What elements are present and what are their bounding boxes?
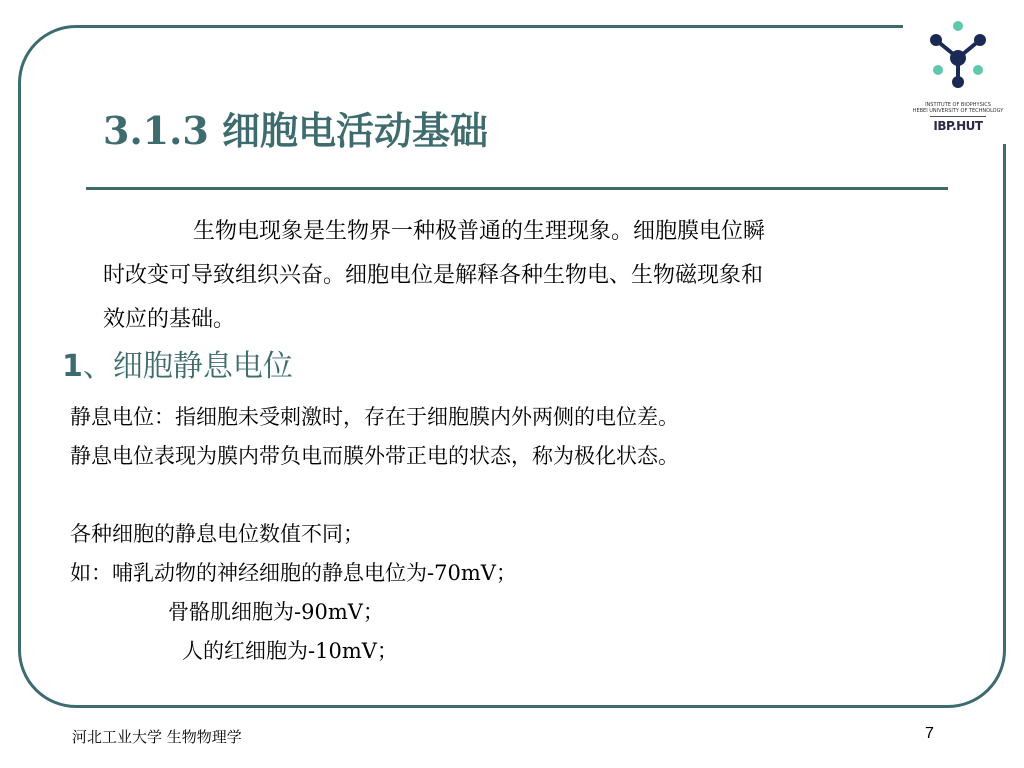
- intro-line: 效应的基础。: [103, 307, 236, 332]
- node: [974, 34, 986, 46]
- section-number: 1: [62, 349, 83, 384]
- molecule-icon: [908, 18, 1008, 102]
- logo-university-text: HEBEI UNIVERSITY OF TECHNOLOGY: [912, 108, 1004, 114]
- logo-brand: IBP.HUT: [933, 119, 983, 133]
- intro-line: 时改变可导致组织兴奋。细胞电位是解释各种生物电、生物磁现象和: [103, 263, 764, 288]
- intro-paragraph: [103, 210, 963, 342]
- accent-node: [953, 21, 963, 31]
- intro-line: 生物电现象是生物界一种极普通的生理现象。细胞膜电位瞬: [193, 219, 766, 244]
- body-text: [70, 398, 970, 671]
- node: [952, 76, 964, 88]
- section-label: 、细胞静息电位: [82, 349, 293, 384]
- body-line: 各种细胞的静息电位数值不同；: [70, 522, 364, 546]
- accent-node: [933, 65, 943, 75]
- center-node: [950, 50, 966, 66]
- body-line: 静息电位：指细胞未受刺激时，存在于细胞膜内外两侧的电位差。: [70, 405, 679, 429]
- body-line: 人的红细胞为-10mV；: [182, 639, 398, 663]
- page-number: 7: [925, 725, 934, 742]
- accent-node: [973, 65, 983, 75]
- body-line: 如：哺乳动物的神经细胞的静息电位为-70mV；: [70, 561, 517, 585]
- footer-course: 河北工业大学 生物物理学: [72, 728, 242, 746]
- body-line: 骨骼肌细胞为-90mV；: [168, 600, 384, 624]
- node: [930, 34, 942, 46]
- section-heading: [62, 341, 293, 385]
- body-line: 静息电位表现为膜内带负电而膜外带正电的状态，称为极化状态。: [70, 444, 679, 468]
- logo-institute-text: INSTITUTE OF BIOPHYSICS: [925, 102, 991, 108]
- body-blank-line: [70, 476, 970, 515]
- title-divider: [86, 187, 948, 190]
- institute-logo: [908, 18, 1008, 140]
- logo-divider: [930, 116, 986, 117]
- slide-title: 3.1.3 细胞电活动基础: [103, 108, 489, 153]
